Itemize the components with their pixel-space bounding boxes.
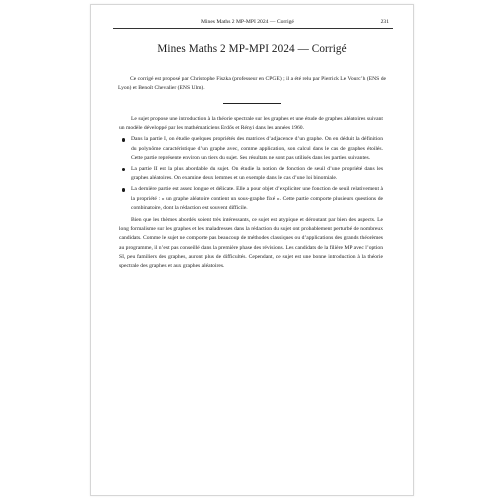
intro-block	[118, 75, 386, 93]
bullet-list	[119, 135, 383, 213]
paragraph-1: Le sujet propose une introduction à la théorie spectrale sur les graphes et une étude de graphes aléatoires suivant un modèle développé par les mathématiciens Erdős et Rényi dans les années 1960.	[119, 116, 383, 132]
separator-rule	[223, 103, 281, 104]
list-item-text: La dernière partie est assez longue et délicate. Elle a pour objet d’expliciter une fonction de seuil relativement à la propriété : « un graphe aléatoire contient un sous-graphe fixé ». Cette partie comporte plusieurs questions de combinatoire, dont la rédaction est souvent difficile.	[131, 186, 383, 211]
running-header	[113, 18, 393, 29]
document-page	[90, 4, 414, 496]
list-item-text: Dans la partie I, on étudie quelques propriétés des matrices d’adjacence d’un graphe. On en déduit la définition du polynôme caractéristique d’un graphe avec, comme application, son calcul dans le cas de graphes étoilés. Cette partie représente environ un tiers du sujet. Ses résultats ne sont pas utilisés dans les parties suivantes.	[131, 136, 383, 161]
paragraph-2: Bien que les thèmes abordés soient très intéressants, ce sujet est atypique et déroutant par bien des aspects. Le long formalisme sur les graphes et les maladresses dans la rédaction du sujet ont probablement perturbé de nombreux candidats. Comme le sujet ne comporte pas beaucoup de méthodes classiques ou d’applications des grands théorèmes au programme, il n’est pas conseillé dans la première phase des révisions. Les candidats de la filière MP avec l’option SI, peu familiers des graphes, auront plus de difficultés. Cependant, ce sujet est une bonne introduction à la théorie spectrale des graphes et aux graphes aléatoires.	[119, 217, 384, 270]
bullet-icon	[122, 138, 125, 141]
intro-paragraph: Ce corrigé est proposé par Christophe Fiszka (professeur en CPGE) ; il a été relu par Pierrick Le Vourc’h (ENS de Lyon) et Benoît Chevalier (ENS Ulm).	[118, 76, 386, 91]
bullet-icon	[122, 188, 125, 191]
document-title: Mines Maths 2 MP-MPI 2024 — Corrigé	[157, 43, 347, 55]
list-item	[119, 165, 383, 183]
list-item-text: La partie II est la plus abordable du sujet. On étudie la notion de fonction de seuil d’une propriété dans les graphes aléatoires. On examine deux lemmes et un exemple dans le cas d’une loi binomiale.	[131, 166, 383, 182]
running-title: Mines Maths 2 MP-MPI 2024 — Corrigé	[201, 19, 294, 25]
body-text	[119, 115, 383, 271]
page-number: 231	[380, 19, 389, 25]
bullet-icon	[122, 168, 125, 171]
list-item	[119, 135, 383, 163]
list-item	[119, 185, 383, 213]
